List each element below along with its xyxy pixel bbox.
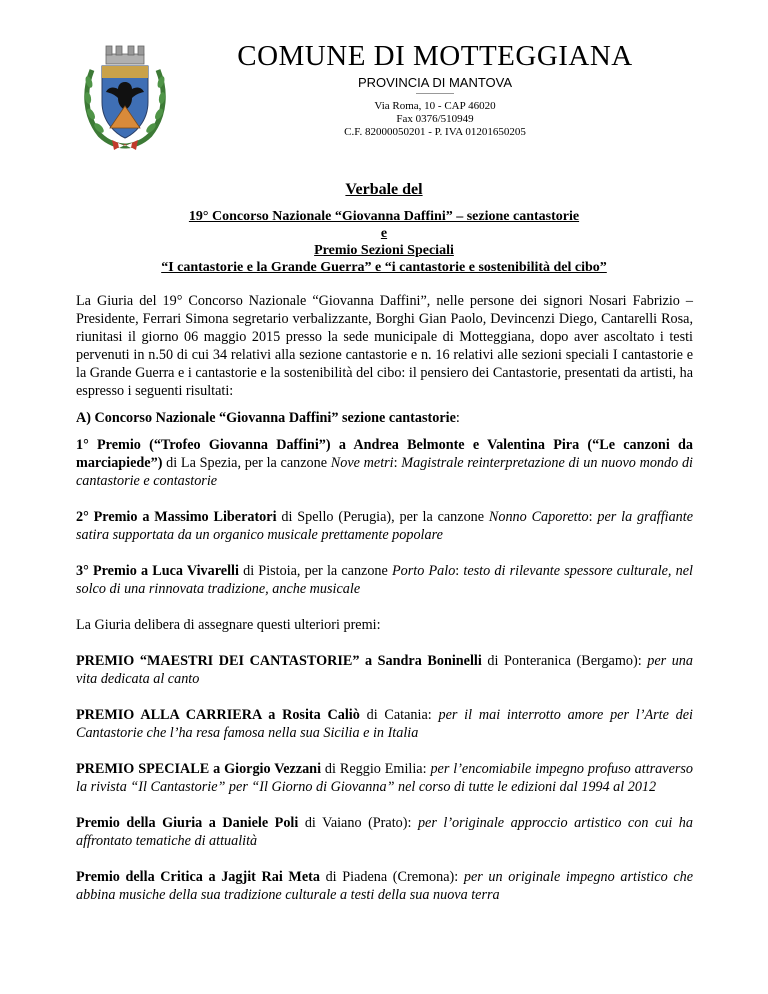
town-name: COMUNE DI MOTTEGGIANA <box>237 40 633 72</box>
special-prize-origin: di Piadena (Cremona): <box>319 869 464 885</box>
prize-entry-2 <box>76 508 693 544</box>
special-prize-motivation: per un originale impegno artistico che abbina musiche della sua tradizione culturale a testi della sua nuova terra <box>76 869 694 903</box>
prize-entry-1 <box>76 436 693 490</box>
prize-song: Nonno Caporetto <box>488 509 589 525</box>
special-prize-motivation: per una vita dedicata al canto <box>76 653 693 687</box>
fax-line: Fax 0376/510949 <box>396 113 474 125</box>
prize-song: Nove metri <box>330 455 394 471</box>
prize-winner: 3° Premio a Luca Vivarelli <box>76 563 239 579</box>
document-title <box>80 180 688 276</box>
header-divider <box>416 93 454 94</box>
prize-motivation: Magistrale reinterpretazione di un nuovo mondo di cantastorie e contastorie <box>76 455 693 489</box>
section-a-title: A) Concorso Nazionale “Giovanna Daffini” sezione cantastorie <box>76 410 456 426</box>
special-prize-origin: di Catania: <box>359 707 439 723</box>
prize-winner: 2° Premio a Massimo Liberatori <box>76 509 277 525</box>
title-special-prize: Premio Sezioni Speciali <box>314 243 454 258</box>
prize-motivation: per la graffiante satira supportata da un organico musicale prettamente popolare <box>76 509 694 543</box>
special-prize-motivation: per il mai interrotto amore per l’Arte dei Cantastorie che l’ha resa famosa nella sua Sicilia e in Italia <box>76 707 693 741</box>
document-body <box>76 292 693 922</box>
coat-of-arms-icon <box>82 40 168 152</box>
letterhead <box>215 40 655 139</box>
title-conjunction: e <box>380 226 388 241</box>
special-prize-winner: Premio della Critica a Jagjit Rai Meta <box>76 869 320 885</box>
prize-origin: di Pistoia, per la canzone <box>238 563 392 579</box>
prize-origin: di La Spezia, per la canzone <box>162 455 331 471</box>
section-a-heading <box>76 409 693 427</box>
special-prize-3 <box>76 760 693 796</box>
special-prize-1 <box>76 652 693 688</box>
special-prize-origin: di Reggio Emilia: <box>321 761 431 777</box>
province-name: PROVINCIA DI MANTOVA <box>357 75 513 90</box>
title-contest: 19° Concorso Nazionale “Giovanna Daffini” – sezione cantastorie <box>188 209 580 224</box>
prize-separator: : <box>455 563 464 579</box>
special-prize-2 <box>76 706 693 742</box>
special-prize-motivation: per l’originale approccio artistico con cui ha affrontato tematiche di attualità <box>76 815 693 849</box>
special-prize-4 <box>76 814 693 850</box>
special-prize-winner: PREMIO SPECIALE a Giorgio Vezzani <box>76 761 322 777</box>
prize-song: Porto Palo <box>392 563 456 579</box>
prize-separator: : <box>588 509 598 525</box>
tax-codes-line: C.F. 82000050201 - P. IVA 01201650205 <box>344 126 526 138</box>
prize-origin: di Spello (Perugia), per la canzone <box>276 509 489 525</box>
special-prize-origin: di Ponteranica (Bergamo): <box>481 653 648 669</box>
section-a-colon: : <box>455 410 460 426</box>
title-special-sections: “I cantastorie e la Grande Guerra” e “i cantastorie e sostenibilità del cibo” <box>161 260 607 275</box>
special-prize-5 <box>76 868 693 904</box>
intro-paragraph: La Giuria del 19° Concorso Nazionale “Giovanna Daffini”, nelle persone dei signori Nosari Fabrizio – Presidente, Ferrari Simona segretario verbalizzante, Borghi Gian Paolo, Devincenzi Diego, Cantarelli Rosa, riunitasi il giorno 06 maggio 2015 presso la sede municipale di Motteggiana, dopo aver ascoltato i testi pervenuti in n.50 di cui 34 relativi alla sezione cantastorie e n. 16 relativi alle sezioni speciali I cantastorie e la Grande Guerra e i cantastorie e la sostenibilità del cibo: il pensiero dei Cantastorie, presentati da artisti, ha espresso i seguenti risultati: <box>76 293 693 399</box>
special-prize-origin: di Vaiano (Prato): <box>298 815 418 831</box>
special-prize-motivation: per l’encomiabile impegno profuso attraverso la rivista “Il Cantastorie” per “Il Giorno di Giovanna” nel corso di tutte le edizioni dal 1994 al 2012 <box>76 761 693 795</box>
special-prize-winner: PREMIO ALLA CARRIERA a Rosita Caliò <box>76 707 360 723</box>
prize-winner: 1° Premio (“Trofeo Giovanna Daffini”) a Andrea Belmonte e Valentina Pira (“Le canzoni da marciapiede”) <box>76 437 693 471</box>
prize-separator: : <box>393 455 402 471</box>
special-prize-winner: PREMIO “MAESTRI DEI CANTASTORIE” a Sandra Boninelli <box>76 653 482 669</box>
special-prize-winner: Premio della Giuria a Daniele Poli <box>76 815 299 831</box>
title-verbale: Verbale del <box>345 181 423 198</box>
address-line: Via Roma, 10 - CAP 46020 <box>374 100 496 112</box>
further-prizes-intro: La Giuria delibera di assegnare questi ulteriori premi: <box>76 617 381 633</box>
prize-entry-3 <box>76 562 693 598</box>
prize-motivation: testo di rilevante spessore culturale, nel solco di una rinnovata tradizione, anche musicale <box>76 563 693 597</box>
